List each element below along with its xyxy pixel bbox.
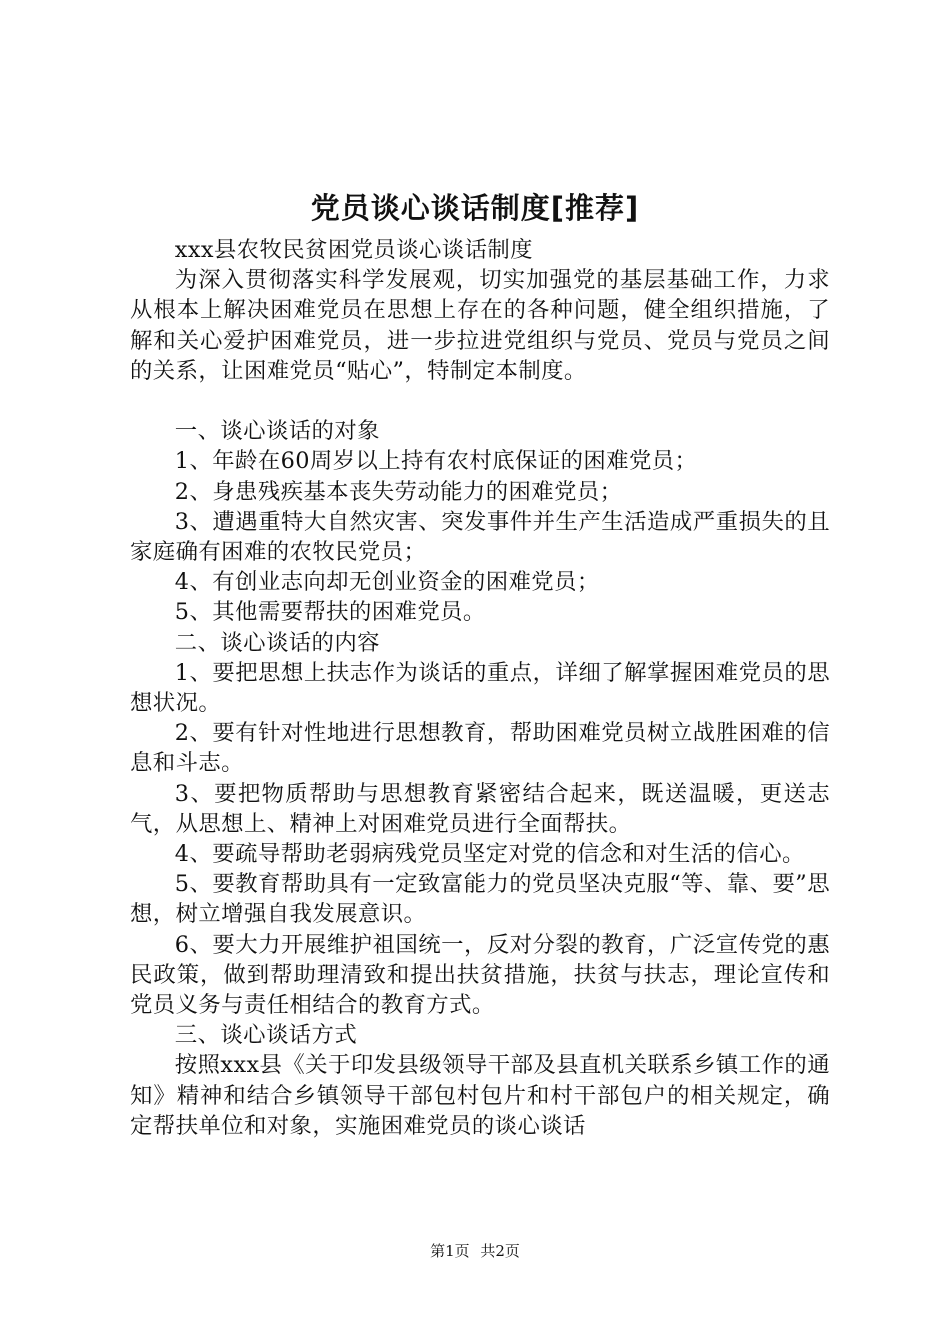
section-heading: 一、谈心谈话的对象 [174,418,380,445]
list-item: 5、要教育帮助具有一定致富能力的党员坚决克服“等、靠、要”思想，树立增强自我发展意识。 [130,871,830,928]
page-footer [0,1240,950,1262]
blank-line [130,386,830,416]
page-number: 第1页 [430,1242,470,1260]
list-item: 3、遭遇重特大自然灾害、突发事件并生产生活造成严重损失的且家庭确有困难的农牧民党员； [130,508,830,566]
section-heading: 二、谈心谈话的内容 [174,629,380,656]
list-item: 4、有创业志向却无创业资金的困难党员； [174,569,600,596]
list-item: 4、要疏导帮助老弱病残党员坚定对党的信念和对生活的信心。 [174,841,805,868]
subtitle-paragraph: xxx县农牧民贫困党员谈心谈话制度 [174,237,533,263]
list-item: 2、要有针对性地进行思想教育，帮助困难党员树立战胜困难的信息和斗志。 [130,720,830,777]
intro-paragraph: 为深入贯彻落实科学发展观，切实加强党的基层基础工作，力求从根本上解决困难党员在思想上存在的各种问题，健全组织措施，了解和关心爱护困难党员，进一步拉进党组织与党员、党员与党员之间的关系，让困难党员“贴心”，特制定本制度。 [130,267,830,384]
document-title: 党员谈心谈话制度[推荐] [310,191,640,225]
document-body [130,235,830,1141]
list-item: 1、年龄在60周岁以上持有农村底保证的困难党员； [174,448,698,475]
body-paragraph: 按照xxx县《关于印发县级领导干部及县直机关联系乡镇工作的通知》精神和结合乡镇领导干部包村包片和村干部包户的相关规定，确定帮扶单位和对象，实施困难党员的谈心谈话 [130,1052,830,1139]
list-item: 2、身患残疾基本丧失劳动能力的困难党员； [174,478,623,505]
list-item: 3、要把物质帮助与思想教育紧密结合起来，既送温暖，更送志气，从思想上、精神上对困难党员进行全面帮扶。 [130,780,830,837]
list-item: 1、要把思想上扶志作为谈话的重点，详细了解掌握困难党员的思想状况。 [130,659,830,717]
section-heading: 三、谈心谈话方式 [174,1022,358,1049]
page-total: 共2页 [480,1242,520,1260]
list-item: 5、其他需要帮扶的困难党员。 [174,599,486,626]
list-item: 6、要大力开展维护祖国统一，反对分裂的教育，广泛宣传党的惠民政策，做到帮助理清致和提出扶贫措施，扶贫与扶志，理论宣传和党员义务与责任相结合的教育方式。 [130,931,830,1019]
